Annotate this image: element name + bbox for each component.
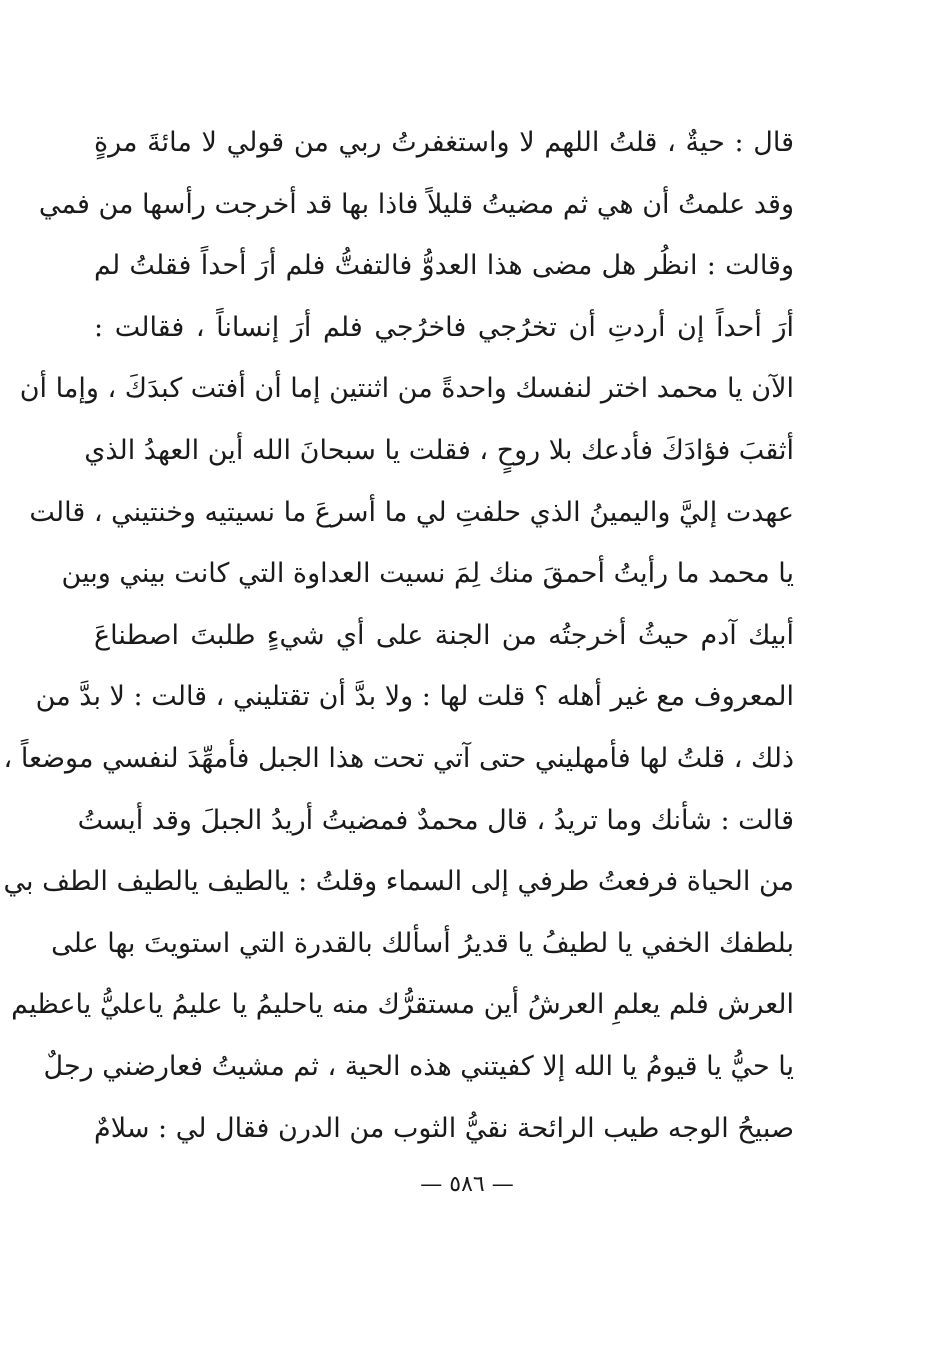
text-line: قال : حيةٌ ، قلتُ اللهم لا واستغفرتُ ربي من قولي لا مائةَ مرةٍ bbox=[94, 127, 794, 158]
text-line: أبيك آدم حيثُ أخرجتُه من الجنة على أي شيءٍ طلبتَ اصطناعَ bbox=[94, 619, 794, 651]
text-line: يا حيُّ يا قيومُ يا الله إلا كفيتني هذه الحية ، ثم مشيتُ فعارضني رجلٌ bbox=[43, 1050, 794, 1082]
text-line: يا محمد ما رأيتُ أحمقَ منك لِمَ نسيت العداوة التي كانت بيني وبين bbox=[61, 558, 794, 590]
text-line: المعروف مع غير أهله ؟ قلت لها : ولا بدَّ أن تقتليني ، قالت : لا بدَّ من bbox=[35, 681, 794, 713]
text-line: بلطفك الخفي يا لطيفُ يا قديرُ أسألك بالقدرة التي استويتَ بها على bbox=[51, 927, 794, 959]
body-text bbox=[3, 112, 794, 1159]
text-line: وقد علمتُ أن هي ثم مضيتُ قليلاً فاذا بها قد أخرجت رأسها من فمي bbox=[38, 188, 794, 220]
page-number: — ٥٨٦ — bbox=[420, 1172, 514, 1197]
text-line: الآن يا محمد اختر لنفسك واحدةً من اثنتين إما أن أفتت كبدَكَ ، وإما أن bbox=[19, 373, 794, 405]
text-line: أرَ أحداً إن أردتِ أن تخرُجي فاخرُجي فلم أرَ إنساناً ، فقالت : bbox=[94, 311, 794, 343]
text-line: العرش فلم يعلمِ العرشُ أين مستقرُّك منه ياحليمُ يا عليمُ ياعليُّ ياعظيم bbox=[11, 989, 794, 1021]
text-line: قالت : شأنك وما تريدُ ، قال محمدٌ فمضيتُ أريدُ الجبلَ وقد أيستُ bbox=[77, 804, 794, 836]
text-line: من الحياة فرفعتُ طرفي إلى السماء وقلتُ : يالطيف يالطيف الطف بي bbox=[3, 866, 794, 898]
text-line: ذلك ، قلتُ لها فأمهليني حتى آتي تحت هذا الجبل فأمهِّدَ لنفسي موضعاً ، bbox=[3, 742, 794, 774]
text-line: أثقبَ فؤادَكَ فأدعك بلا روحٍ ، فقلت يا سبحانَ الله أين العهدُ الذي bbox=[84, 434, 794, 466]
text-line: وقالت : انظُر هل مضى هذا العدوُّ فالتفتُّ فلم أرَ أحداً فقلتُ لم bbox=[94, 250, 794, 282]
text-line: عهدت إليَّ واليمينُ الذي حلفتِ لي ما أسرعَ ما نسيتيه وخنتيني ، قالت bbox=[29, 496, 794, 528]
text-line: صبيحُ الوجه طيب الرائحة نقيُّ الثوب من الدرن فقال لي : سلامٌ bbox=[94, 1112, 794, 1144]
